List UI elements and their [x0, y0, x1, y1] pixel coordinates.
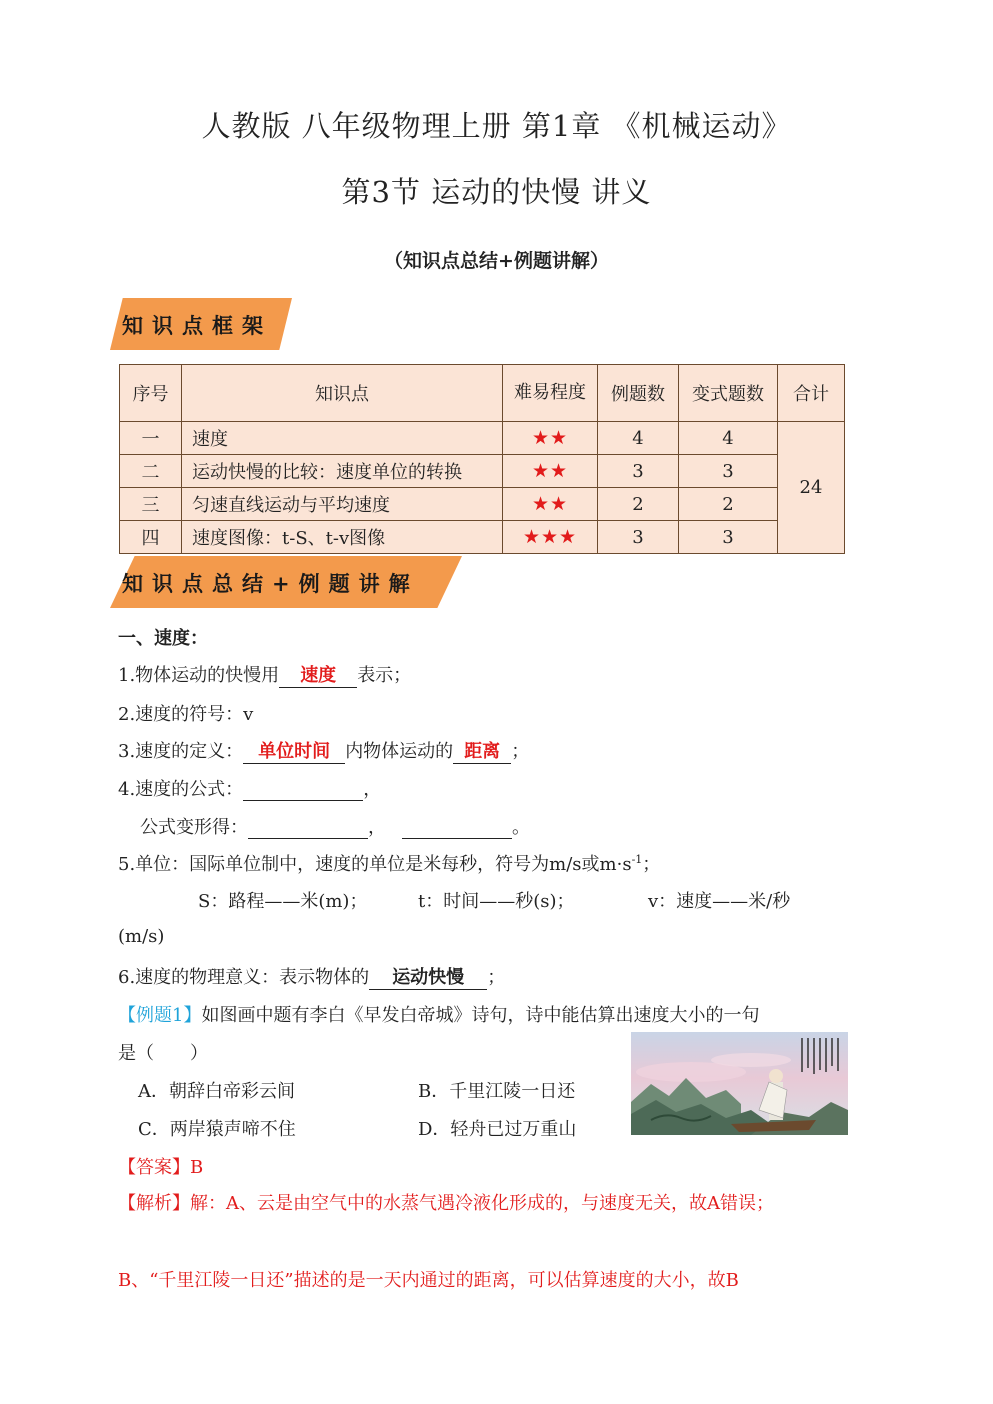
row-variants: 3: [679, 455, 778, 488]
row-number: 三: [120, 488, 182, 521]
subtitle: （知识点总结+例题讲解）: [384, 250, 609, 272]
example-question-cont: 是（ ）: [118, 1043, 208, 1064]
point-3-suffix: ；: [511, 741, 530, 762]
table-row: [120, 455, 845, 488]
table-header-row: [120, 365, 845, 422]
row-number: 一: [120, 422, 182, 455]
section-title: 第3节 运动的快慢 讲义: [341, 175, 652, 209]
option-a[interactable]: A．朝辞白帝彩云间: [138, 1081, 295, 1102]
row-number: 二: [120, 455, 182, 488]
header-cell: 序号: [120, 365, 182, 422]
formula-blank[interactable]: [248, 818, 368, 839]
row-topic: 速度: [182, 422, 503, 455]
row-difficulty: ★★: [503, 488, 598, 521]
point-5: [118, 850, 660, 876]
banner-knowledge-summary: [110, 556, 462, 608]
banner-label: 知识点总结+例题讲解: [122, 571, 419, 596]
analysis-tag: 【解析】: [118, 1193, 190, 1214]
header-difficulty-label: 难易程度: [514, 382, 586, 404]
unit-v: v：速度——米/秒: [648, 891, 791, 912]
row-variants: 2: [679, 488, 778, 521]
table-row: [120, 488, 845, 521]
row-number: 四: [120, 521, 182, 554]
point-4: [118, 775, 381, 801]
point-1-text: 1.物体运动的快慢用: [118, 665, 280, 686]
answer-line: 【答案】B: [118, 1157, 204, 1178]
point-3-text: 3.速度的定义：: [118, 741, 244, 762]
option-d[interactable]: D．轻舟已过万重山: [418, 1119, 577, 1140]
superscript: -1: [631, 853, 643, 866]
table-row: [120, 521, 845, 554]
analysis-line-1: [118, 1189, 774, 1215]
point-6-text: 6.速度的物理意义：表示物体的: [118, 967, 370, 988]
row-difficulty: ★★: [503, 455, 598, 488]
document-title: 人教版 八年级物理上册 第1章 《机械运动》: [201, 109, 792, 143]
banner-label: 知识点框架: [122, 313, 272, 338]
header-cell: 知识点: [182, 365, 503, 422]
point-4-text: 4.速度的公式：: [118, 779, 244, 800]
banner-knowledge-framework: [110, 298, 292, 350]
example-text: 如图画中题有李白《早发白帝城》诗句，诗中能估算出速度大小的一句: [201, 1005, 760, 1026]
analysis-line-2: B、“千里江陵一日还”描述的是一天内通过的距离，可以估算速度的大小，故B: [118, 1270, 739, 1291]
row-topic: 匀速直线运动与平均速度: [182, 488, 503, 521]
answer-blank: 距离: [453, 737, 511, 764]
row-variants: 4: [679, 422, 778, 455]
section-heading: 一、速度：: [118, 628, 208, 649]
header-cell: 变式题数: [679, 365, 778, 422]
period: 。: [512, 817, 530, 838]
point-5-text: 5.单位：国际单位制中，速度的单位是米每秒，符号为m/s或m·s: [118, 854, 632, 875]
point-1-suffix: 表示；: [357, 665, 412, 686]
point-4-suffix: ，: [363, 779, 382, 800]
example-question: [118, 1001, 759, 1027]
row-topic: 运动快慢的比较：速度单位的转换: [182, 455, 503, 488]
header-cell: [503, 365, 598, 422]
analysis-text: 解：A、云是由空气中的水蒸气遇冷液化形成的，与速度无关，故A错误；: [190, 1193, 774, 1214]
row-examples: 4: [598, 422, 679, 455]
total-cell: 24: [778, 422, 845, 554]
point-2: 2.速度的符号：v: [118, 704, 254, 725]
answer-blank: 运动快慢: [369, 963, 487, 990]
row-examples: 3: [598, 455, 679, 488]
point-5-suffix: ；: [642, 854, 661, 875]
comma: ，: [368, 817, 386, 838]
point-1: [118, 661, 411, 688]
knowledge-table: [119, 364, 845, 554]
unit-s: S：路程——米(m)；: [198, 891, 368, 912]
point-6-suffix: ；: [487, 967, 506, 988]
point-4-variant-text: 公式变形得：: [140, 817, 248, 838]
formula-blank[interactable]: [243, 780, 363, 801]
row-topic: 速度图像：t-S、t-v图像: [182, 521, 503, 554]
point-6: [118, 963, 505, 990]
poem-painting-image: [631, 1032, 848, 1135]
formula-blank[interactable]: [402, 818, 512, 839]
example-tag: 【例题1】: [118, 1005, 202, 1026]
header-cell: 例题数: [598, 365, 679, 422]
table-row: [120, 422, 845, 455]
point-3-mid: 内物体运动的: [345, 741, 454, 762]
row-examples: 2: [598, 488, 679, 521]
row-examples: 3: [598, 521, 679, 554]
row-difficulty: ★★: [503, 422, 598, 455]
row-difficulty: ★★★: [503, 521, 598, 554]
point-4-variant: [140, 813, 530, 839]
option-b[interactable]: B．千里江陵一日还: [418, 1081, 576, 1102]
header-cell: 合计: [778, 365, 845, 422]
point-3: [118, 737, 529, 764]
row-variants: 3: [679, 521, 778, 554]
painting-svg: [631, 1032, 848, 1135]
unit-v-cont: (m/s): [118, 926, 165, 947]
unit-t: t：时间——秒(s)；: [418, 891, 575, 912]
answer-blank: 速度: [279, 661, 357, 688]
option-c[interactable]: C．两岸猿声啼不住: [138, 1119, 296, 1140]
answer-blank: 单位时间: [243, 737, 345, 764]
